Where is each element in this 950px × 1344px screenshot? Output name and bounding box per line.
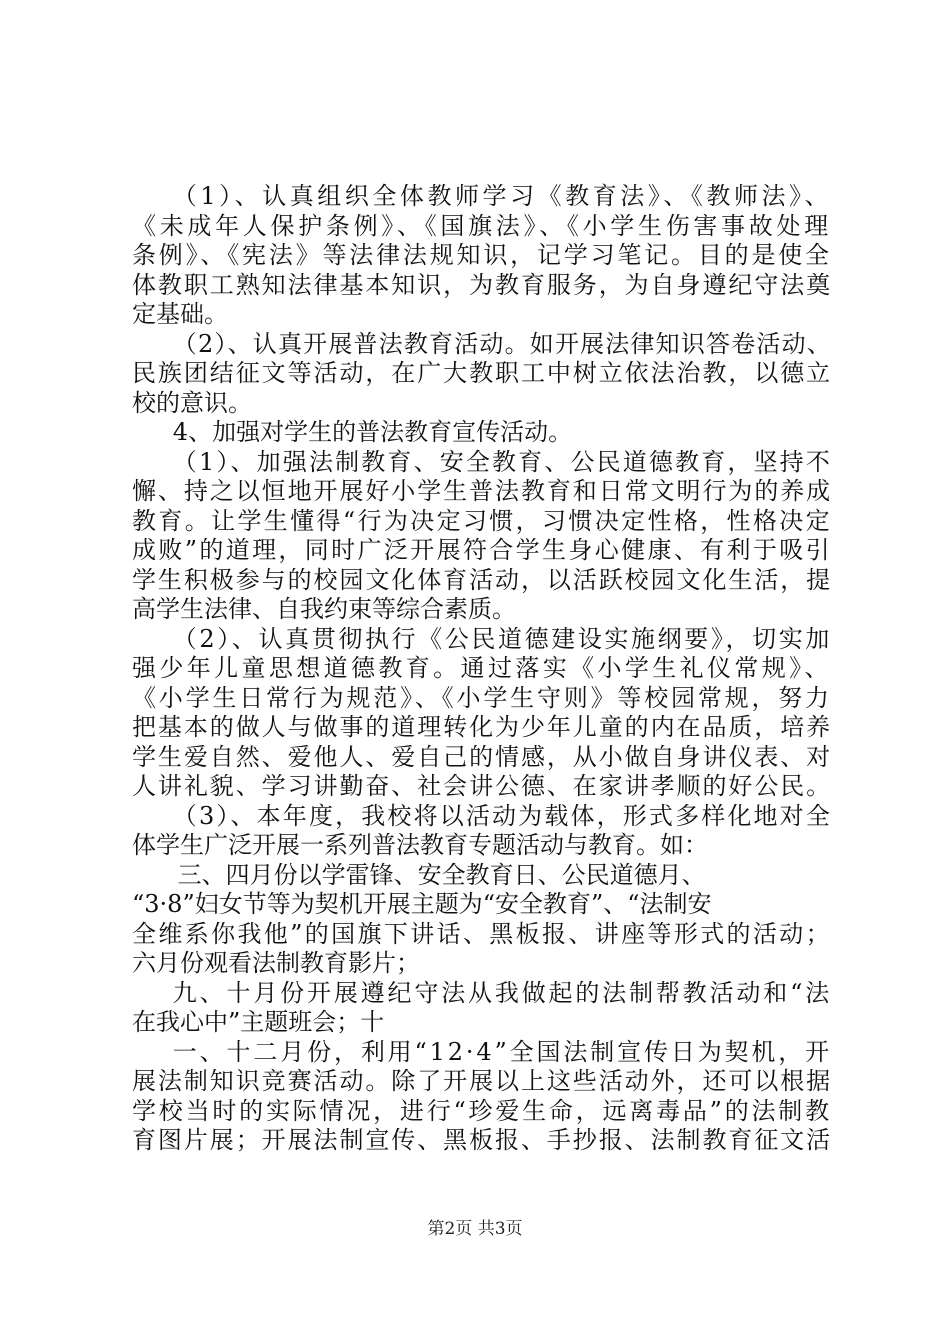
text-line: 六月份观看法制教育影片； [132, 949, 420, 977]
text-line: 民族团结征文等活动，在广大教职工中树立依法治教，以德立 [132, 359, 832, 387]
text-line: 九、十月份开展遵纪守法从我做起的法制帮教活动和“法 [172, 978, 832, 1007]
text-line: 人讲礼貌、学习讲勤奋、社会讲公德、在家讲孝顺的好公民。 [132, 772, 832, 800]
text-line: （3）、本年度，我校将以活动为载体，形式多样化地对全 [172, 801, 832, 830]
text-line: 全维系你我他”的国旗下讲话、黑板报、讲座等形式的活动； [132, 919, 832, 948]
text-line: 高学生法律、自我约束等综合素质。 [132, 595, 516, 623]
text-line: 三、四月份以学雷锋、安全教育日、公民道德月、 [177, 860, 706, 889]
text-line: 4、加强对学生的普法教育宣传活动。 [172, 418, 573, 446]
text-line: 体学生广泛开展一系列普法教育专题活动与教育。如： [132, 831, 708, 859]
text-line: 把基本的做人与做事的道理转化为少年儿童的内在品质，培养 [132, 713, 832, 741]
text-line: 定基础。 [132, 300, 228, 328]
text-line: （2）、认真开展普法教育活动。如开展法律知识答卷活动、 [172, 329, 832, 358]
text-line: 学校当时的实际情况，进行“珍爱生命，远离毒品”的法制教 [132, 1096, 832, 1125]
text-line: 展法制知识竞赛活动。除了开展以上这些活动外，还可以根据 [132, 1067, 832, 1095]
page-footer: 第2页 共3页 [427, 1219, 523, 1239]
text-line: （1）、认真组织全体教师学习《教育法》、《教师法》、 [172, 182, 832, 210]
text-line: 《未成年人保护条例》、《国旗法》、《小学生伤害事故处理 [132, 211, 832, 240]
text-line: 育图片展；开展法制宣传、黑板报、手抄报、法制教育征文活 [132, 1126, 832, 1154]
text-line: 体教职工熟知法律基本知识，为教育服务，为自身遵纪守法奠 [132, 270, 832, 299]
text-line: 学生爱自然、爱他人、爱自己的情感，从小做自身讲仪表、对 [132, 742, 832, 771]
text-line: 懈、持之以恒地开展好小学生普法教育和日常文明行为的养成 [132, 477, 832, 505]
text-line: 在我心中”主题班会；十 [132, 1008, 385, 1036]
text-line: （1）、加强法制教育、安全教育、公民道德教育，坚持不 [172, 447, 832, 476]
text-line: “3·8”妇女节等为契机开展主题为“安全教育”、“法制安 [132, 890, 712, 918]
text-line: 校的意识。 [132, 388, 252, 417]
text-line: 学生积极参与的校园文化体育活动，以活跃校园文化生活，提 [132, 565, 832, 594]
text-line: 条例》、《宪法》等法律法规知识，记学习笔记。目的是使全 [132, 241, 832, 269]
document-body [132, 182, 832, 1156]
text-line: （2）、认真贯彻执行《公民道德建设实施纲要》，切实加 [172, 624, 832, 653]
text-line: 《小学生日常行为规范》、《小学生守则》等校园常规，努力 [132, 683, 832, 712]
text-line: 一、十二月份，利用“12·4”全国法制宣传日为契机，开 [172, 1037, 832, 1066]
text-line: 教育。让学生懂得“行为决定习惯，习惯决定性格，性格决定 [132, 506, 832, 535]
text-line: 强少年儿童思想道德教育。通过落实《小学生礼仪常规》、 [132, 654, 832, 682]
text-line: 成败”的道理，同时广泛开展符合学生身心健康、有利于吸引 [132, 536, 832, 564]
